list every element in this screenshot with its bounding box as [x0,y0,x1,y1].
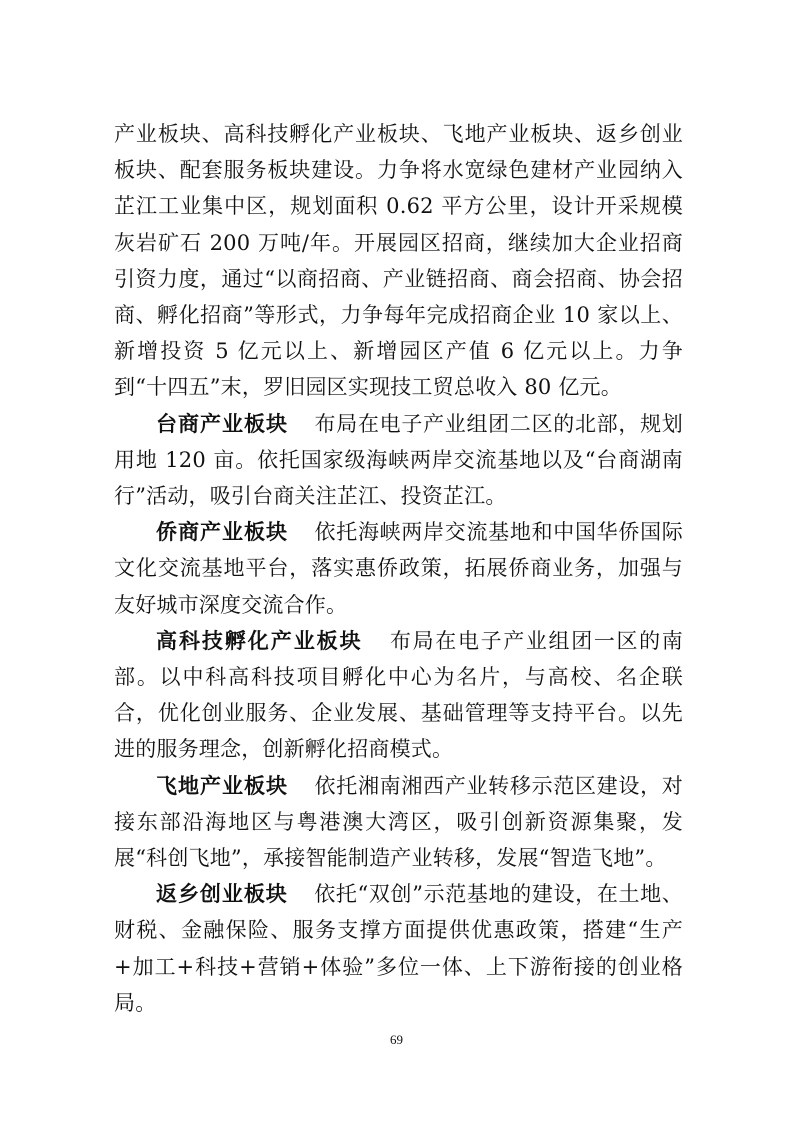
paragraph-taishang [114,406,683,515]
paragraph-text: 依托海峡两岸交流基地和中国华侨国际文化交流基地平台，落实惠侨政策，拓展侨商业务，加强与友好城市深度交流合作。 [114,520,683,617]
paragraph-feidi [114,768,683,877]
section-heading: 台商产业板块 [156,411,289,436]
body-text [114,116,683,1021]
paragraph-text: 依托湘南湘西产业转移示范区建设，对接东部沿海地区与粤港澳大湾区，吸引创新资源集聚，发展“科创飞地”，承接智能制造产业转移，发展“智造飞地”。 [114,773,683,871]
paragraph-text: 依托“双创”示范基地的建设，在土地、财税、金融保险、服务支撑方面提供优惠政策，搭建“生产+加工+科技+营销+体验”多位一体、上下游衔接的创业格局。 [114,882,683,1015]
section-heading: 侨商产业板块 [156,520,289,545]
paragraph-continued [114,116,683,406]
section-heading: 高科技孵化产业板块 [156,628,363,653]
section-heading: 飞地产业板块 [156,773,289,798]
paragraph-fanxiang [114,876,683,1021]
paragraph-qiaoshang [114,514,683,623]
section-heading: 返乡创业板块 [156,882,288,907]
paragraph-text: 产业板块、高科技孵化产业板块、飞地产业板块、返乡创业板块、配套服务板块建设。力争将水宽绿色建材产业园纳入芷江工业集中区，规划面积 0.62 平方公里，设计开采规模灰岩矿石 200 万吨/年。开展园区招商，继续加大企业招商引资力度，通过“以商招商、产业链招商、商会招商、协会招商、孵化招商”等形式，力争每年完成招商企业 10 家以上、新增投资 5 亿元以上、新增园区产值 6 亿元以上。力争到“十四五”末，罗旧园区实现技工贸总收入 80 亿元。 [114,122,683,400]
page-number: 69 [390,1032,403,1047]
paragraph-text: 布局在电子产业组团二区的北部，规划用地 120 亩。依托国家级海峡两岸交流基地以及“台商湖南行”活动，吸引台商关注芷江、投资芷江。 [114,411,683,509]
paragraph-text: 布局在电子产业组团一区的南部。以中科高科技项目孵化中心为名片，与高校、名企联合，优化创业服务、企业发展、基础管理等支持平台。以先进的服务理念，创新孵化招商模式。 [114,628,683,762]
paragraph-gaokeji [114,623,683,768]
